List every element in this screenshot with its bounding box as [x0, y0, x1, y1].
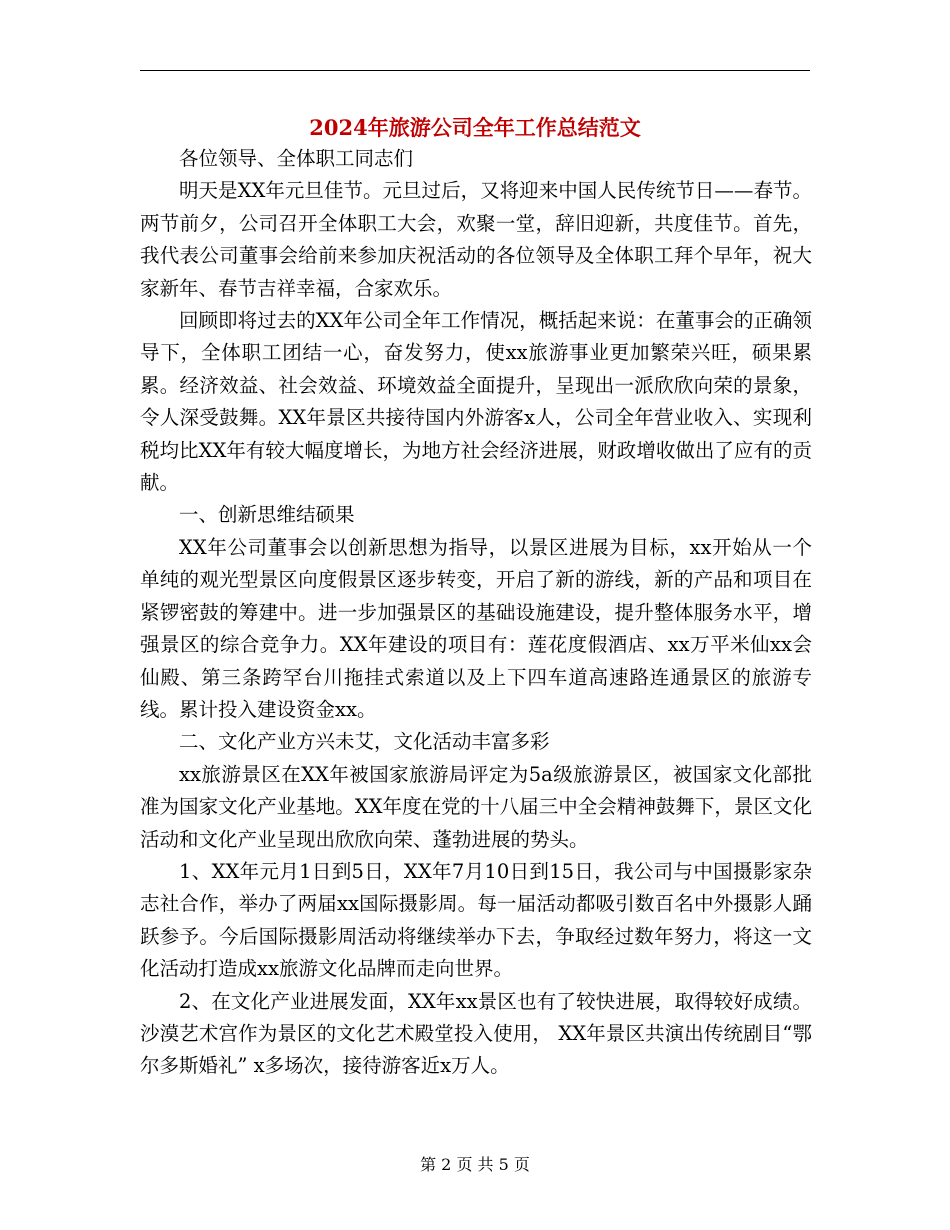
body-paragraph: 1、XX年元月1日到5日，XX年7月10日到15日，我公司与中国摄影家杂志社合作，举办了两届xx国际摄影周。每一届活动都吸引数百名中外摄影人踊跃参予。今后国际摄影周活动将继续举办下去，争取经过数年努力，将这一文化活动打造成xx旅游文化品牌而走向世界。 — [140, 859, 812, 981]
body-paragraph: XX年公司董事会以创新思想为指导，以景区进展为目标，xx开始从一个单纯的观光型景区向度假景区逐步转变，开启了新的游线，新的产品和项目在紧锣密鼓的筹建中。进一步加强景区的基础设施建设，提升整体服务水平，增强景区的综合竞争力。XX年建设的项目有：莲花度假酒店、xx万平米仙xx会仙殿、第三条跨罕台川拖挂式索道以及上下四车道高速路连通景区的旅游专线。累计投入建设资金xx。 — [140, 535, 812, 721]
header-rule — [140, 70, 810, 71]
body-paragraph: 明天是XX年元旦佳节。元旦过后，又将迎来中国人民传统节日——春节。两节前夕，公司召开全体职工大会，欢聚一堂，辞旧迎新，共度佳节。首先，我代表公司董事会给前来参加庆祝活动的各位领导及全体职工拜个早年，祝大家新年、春节吉祥幸福，合家欢乐。 — [140, 179, 812, 300]
salutation-paragraph: 各位领导、全体职工同志们 — [179, 147, 414, 170]
document-title: 2024年旅游公司全年工作总结范文 — [309, 115, 641, 140]
document-body — [140, 143, 812, 1083]
section-heading: 一、创新思维结硕果 — [179, 503, 355, 527]
body-paragraph: 2、在文化产业进展发面，XX年xx景区也有了较快进展，取得较好成绩。沙漠艺术宫作为景区的文化艺术殿堂投入使用， XX年景区共演出传统剧目“鄂尔多斯婚礼” x多场次，接待游客近x万人。 — [140, 989, 812, 1078]
page-number-footer: 第 2 页 共 5 页 — [420, 1155, 530, 1174]
section-heading: 二、文化产业方兴未艾，文化活动丰富多彩 — [179, 730, 550, 754]
body-paragraph: 回顾即将过去的XX年公司全年工作情况，概括起来说：在董事会的正确领导下，全体职工团结一心，奋发努力，使xx旅游事业更加繁荣兴旺，硕果累累。经济效益、社会效益、环境效益全面提升，呈现出一派欣欣向荣的景象，令人深受鼓舞。XX年景区共接待国内外游客x人，公司全年营业收入、实现利税均比XX年有较大幅度增长，为地方社会经济进展，财政增收做出了应有的贡献。 — [140, 309, 812, 495]
body-paragraph: xx旅游景区在XX年被国家旅游局评定为5a级旅游景区，被国家文化部批准为国家文化产业基地。XX年度在党的十八届三中全会精神鼓舞下，景区文化活动和文化产业呈现出欣欣向荣、蓬勃进展的势头。 — [140, 762, 812, 851]
